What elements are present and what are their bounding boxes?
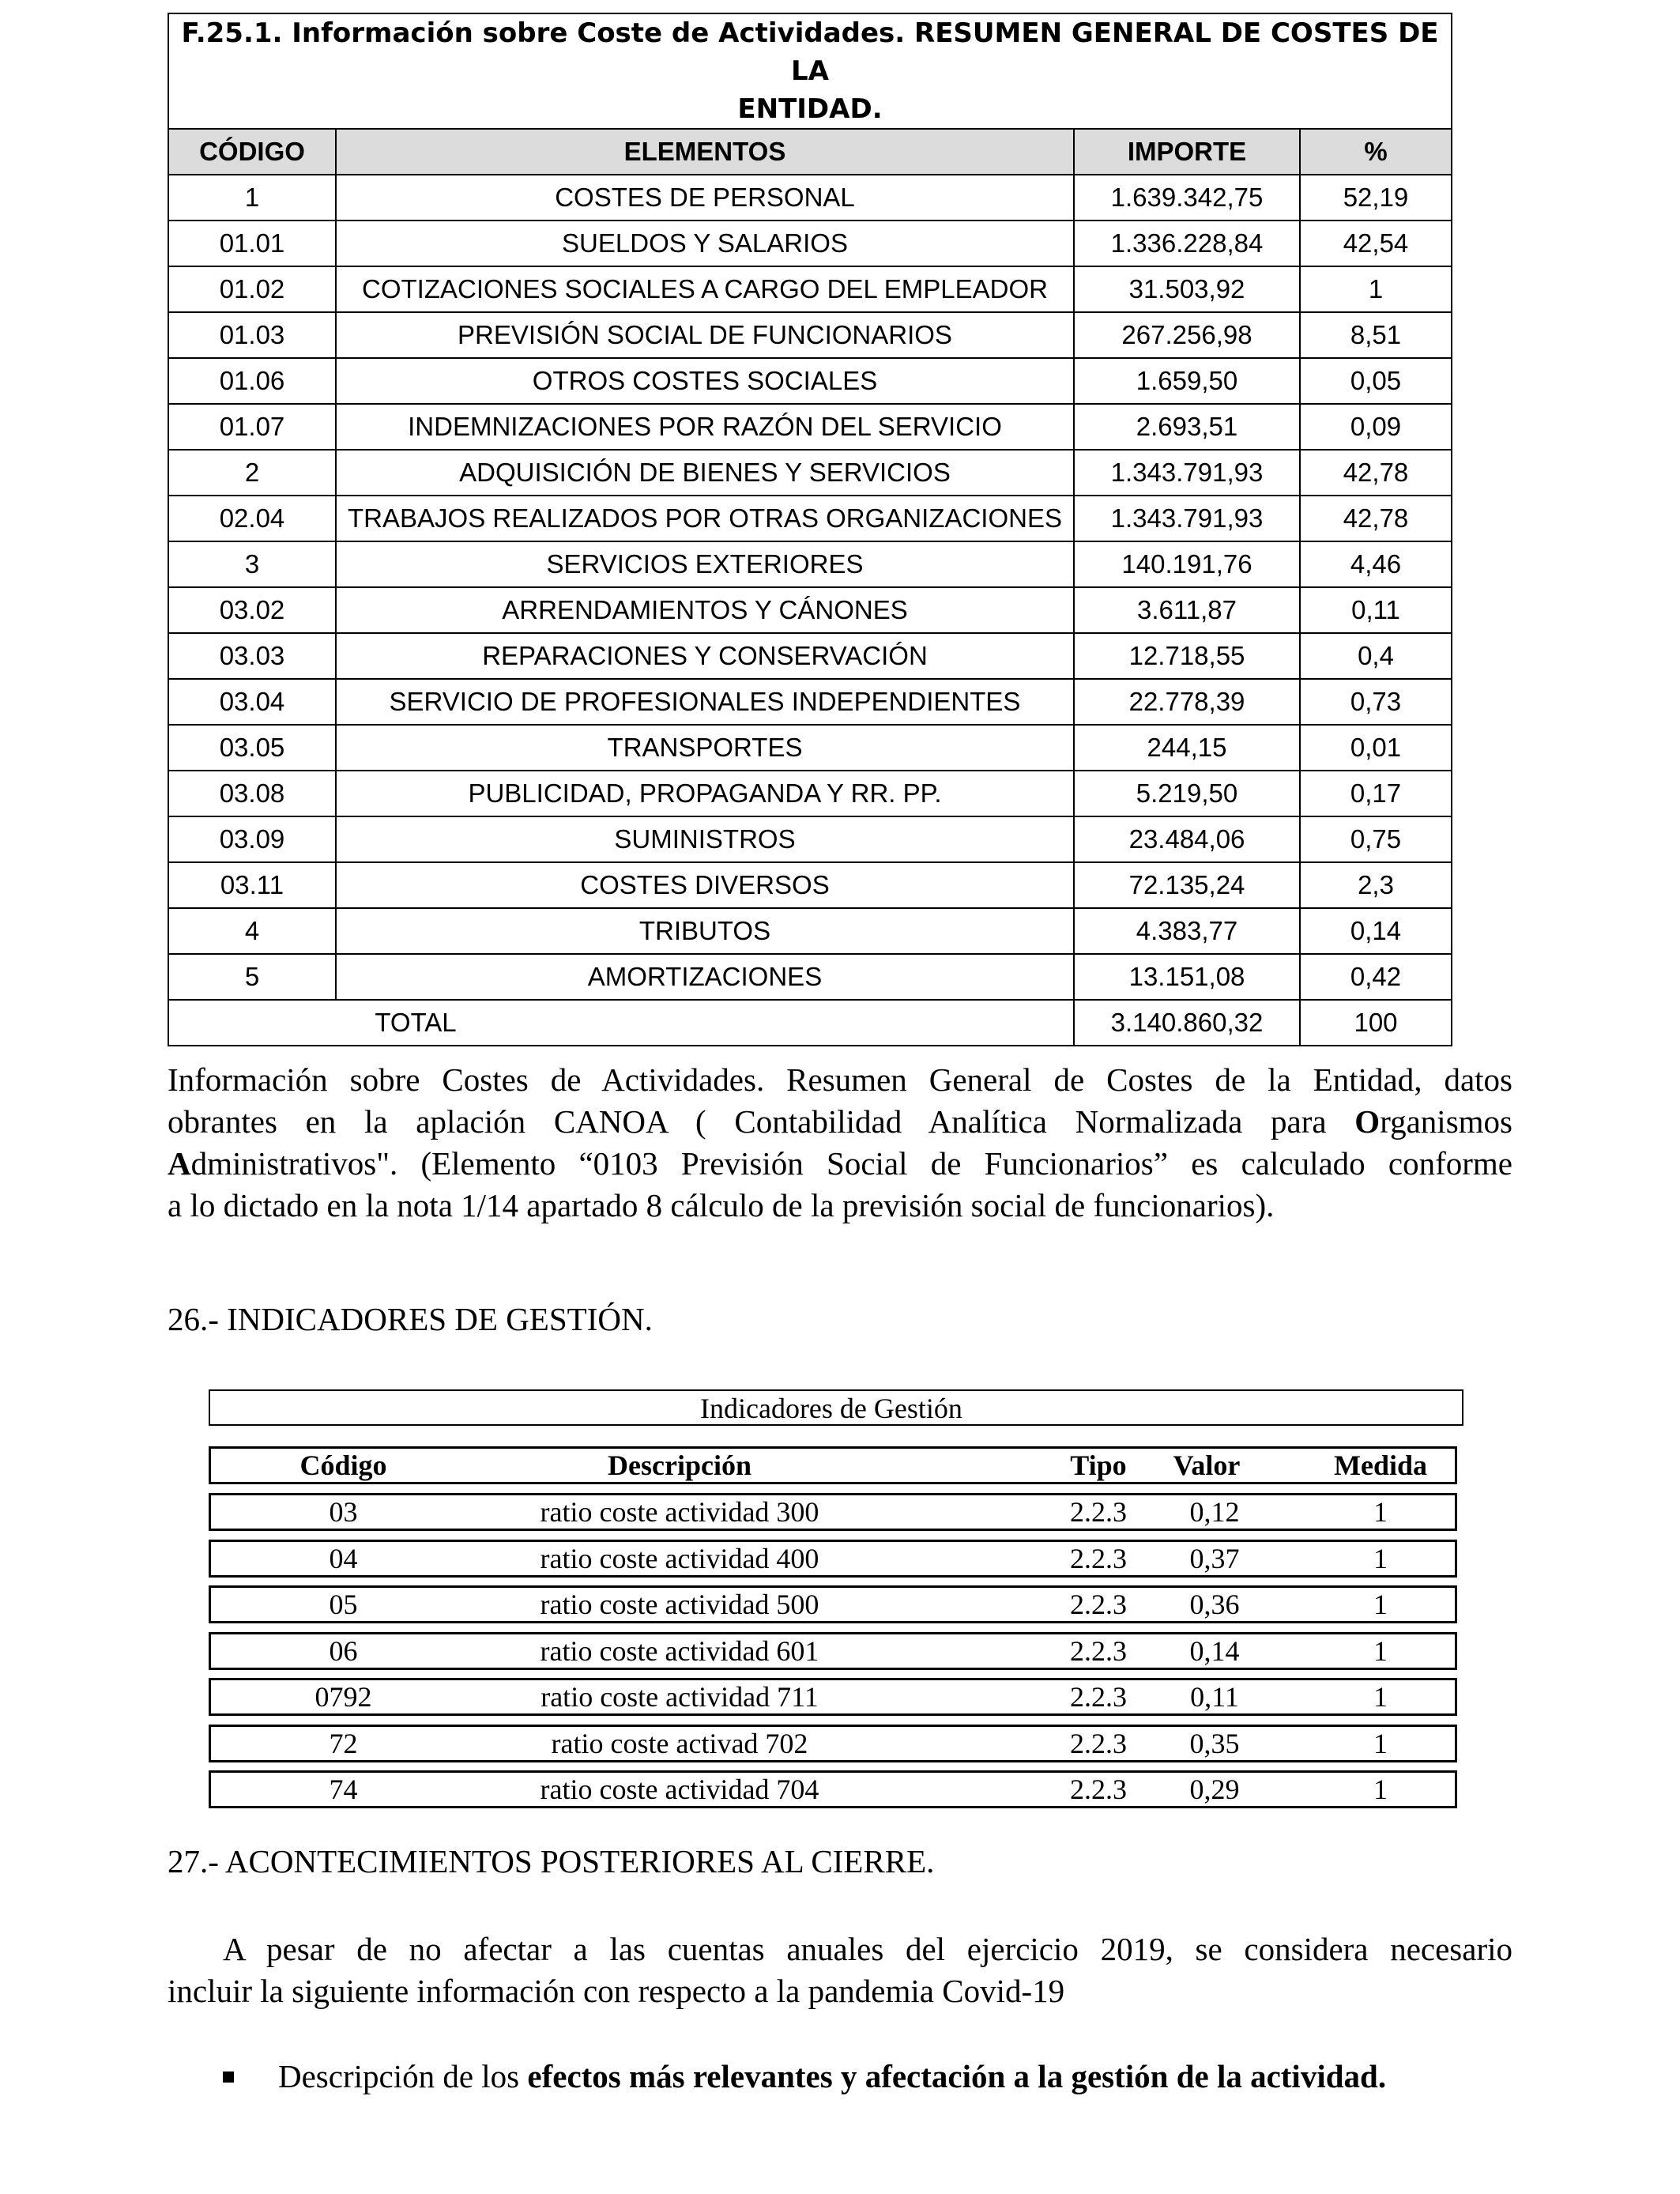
cell-elemento: AMORTIZACIONES	[336, 954, 1074, 1000]
note-text: dministrativos". (Elemento “0103 Previsión Social de Funcionarios” es calculado conforme	[190, 1145, 1512, 1182]
table-row	[168, 679, 1452, 725]
table-title	[168, 13, 1452, 129]
table-row	[168, 725, 1452, 771]
header-valor: Valor	[1173, 1449, 1241, 1481]
cell-codigo: 03.03	[168, 633, 336, 679]
cell-codigo: 1	[168, 175, 336, 221]
indicator-row	[209, 1725, 1457, 1762]
cell-codigo: 03.05	[168, 725, 336, 771]
cell-tipo: 2.2.3	[1070, 1681, 1127, 1713]
cell-codigo: 03.08	[168, 771, 336, 816]
cell-medida: 1	[1373, 1727, 1388, 1759]
cell-codigo: 06	[329, 1634, 358, 1667]
cost-summary-table	[168, 13, 1452, 1046]
cell-descripcion: ratio coste actividad 500	[540, 1589, 819, 1620]
cell-importe: 1.343.791,93	[1074, 450, 1300, 496]
cell-elemento: SERVICIO DE PROFESIONALES INDEPENDIENTES	[336, 679, 1074, 725]
cell-valor: 0,35	[1189, 1727, 1240, 1759]
cell-importe: 4.383,77	[1074, 908, 1300, 954]
table-title-line-2: ENTIDAD.	[737, 93, 883, 125]
cell-percent: 0,75	[1300, 816, 1452, 862]
table-header-row	[168, 129, 1452, 175]
cell-elemento: TRABAJOS REALIZADOS POR OTRAS ORGANIZACIONES	[336, 496, 1074, 541]
cell-medida: 1	[1373, 1681, 1388, 1713]
header-codigo: CÓDIGO	[168, 129, 336, 175]
cell-importe: 23.484,06	[1074, 816, 1300, 862]
cell-descripcion: ratio coste activad 702	[551, 1727, 808, 1759]
cell-codigo: 01.01	[168, 221, 336, 266]
cell-valor: 0,36	[1189, 1589, 1240, 1620]
cell-codigo: 74	[329, 1774, 358, 1805]
cell-percent: 0,17	[1300, 771, 1452, 816]
note-line-4: a lo dictado en la nota 1/14 apartado 8 cálculo de la previsión social de funcionarios).	[168, 1187, 1275, 1223]
note-line-1: Información sobre Costes de Actividades. Resumen General de Costes de la Entidad, datos	[168, 1061, 1512, 1098]
cell-descripcion: ratio coste actividad 704	[540, 1774, 819, 1805]
total-label: TOTAL	[168, 1000, 1074, 1046]
bullet-bold-text: efectos más relevantes y afectación a la gestión de la actividad.	[527, 2058, 1387, 2094]
cell-codigo: 0792	[315, 1681, 372, 1713]
cell-importe: 1.336.228,84	[1074, 221, 1300, 266]
cell-elemento: ARRENDAMIENTOS Y CÁNONES	[336, 587, 1074, 633]
cell-percent: 42,54	[1300, 221, 1452, 266]
cell-codigo: 3	[168, 541, 336, 587]
cell-medida: 1	[1373, 1589, 1388, 1620]
cell-codigo: 03.02	[168, 587, 336, 633]
cell-codigo: 72	[329, 1727, 358, 1759]
cell-codigo: 5	[168, 954, 336, 1000]
cell-codigo: 4	[168, 908, 336, 954]
cell-importe: 12.718,55	[1074, 633, 1300, 679]
cell-percent: 0,09	[1300, 404, 1452, 450]
note-text: obrantes en la aplación CANOA ( Contabilidad Analítica Normalizada para	[168, 1103, 1355, 1140]
header-medida: Medida	[1333, 1449, 1427, 1481]
cell-tipo: 2.2.3	[1070, 1589, 1127, 1620]
cell-percent: 42,78	[1300, 450, 1452, 496]
header-percent: %	[1300, 129, 1452, 175]
cell-importe: 5.219,50	[1074, 771, 1300, 816]
cell-elemento: SUELDOS Y SALARIOS	[336, 221, 1074, 266]
table-row	[168, 587, 1452, 633]
section-27-paragraph	[168, 1928, 1512, 2012]
note-bold-letter: A	[168, 1145, 191, 1182]
cell-codigo: 03.04	[168, 679, 336, 725]
indicator-row	[209, 1540, 1457, 1578]
indicators-table-title: Indicadores de Gestión	[209, 1389, 1463, 1426]
cell-elemento: REPARACIONES Y CONSERVACIÓN	[336, 633, 1074, 679]
table-row	[168, 816, 1452, 862]
cell-elemento: COTIZACIONES SOCIALES A CARGO DEL EMPLEADOR	[336, 266, 1074, 312]
cell-importe: 2.693,51	[1074, 404, 1300, 450]
cell-codigo: 03.09	[168, 816, 336, 862]
cell-importe: 140.191,76	[1074, 541, 1300, 587]
cell-importe: 1.639.342,75	[1074, 175, 1300, 221]
cell-codigo: 01.07	[168, 404, 336, 450]
section-27-heading: 27.- ACONTECIMIENTOS POSTERIORES AL CIERRE.	[168, 1843, 935, 1879]
cell-elemento: PUBLICIDAD, PROPAGANDA Y RR. PP.	[336, 771, 1074, 816]
cell-percent: 8,51	[1300, 312, 1452, 358]
paragraph-line-2: incluir la siguiente información con respecto a la pandemia Covid-19	[168, 1973, 1065, 2009]
table-row	[168, 954, 1452, 1000]
cell-percent: 0,42	[1300, 954, 1452, 1000]
cell-tipo: 2.2.3	[1070, 1496, 1127, 1528]
cell-elemento: SUMINISTROS	[336, 816, 1074, 862]
cell-importe: 1.659,50	[1074, 358, 1300, 404]
note-line-2	[168, 1101, 1512, 1143]
note-text: rganismos	[1380, 1103, 1512, 1140]
cell-percent: 4,46	[1300, 541, 1452, 587]
cell-importe: 1.343.791,93	[1074, 496, 1300, 541]
cell-elemento: OTROS COSTES SOCIALES	[336, 358, 1074, 404]
table-row	[168, 175, 1452, 221]
cell-tipo: 2.2.3	[1070, 1634, 1127, 1667]
note-bold-letter: O	[1354, 1103, 1381, 1140]
table-row	[168, 908, 1452, 954]
cell-percent: 0,4	[1300, 633, 1452, 679]
square-bullet-icon	[223, 2071, 234, 2083]
cell-valor: 0,37	[1189, 1542, 1240, 1574]
cell-codigo: 01.02	[168, 266, 336, 312]
cell-valor: 0,29	[1189, 1774, 1240, 1805]
cell-percent: 0,14	[1300, 908, 1452, 954]
cell-elemento: ADQUISICIÓN DE BIENES Y SERVICIOS	[336, 450, 1074, 496]
table-row	[168, 862, 1452, 908]
cell-medida: 1	[1373, 1542, 1388, 1574]
note-line-3	[168, 1143, 1512, 1185]
cell-codigo: 2	[168, 450, 336, 496]
table-row	[168, 312, 1452, 358]
cell-importe: 13.151,08	[1074, 954, 1300, 1000]
cell-descripcion: ratio coste actividad 601	[540, 1634, 819, 1667]
table-row	[168, 450, 1452, 496]
cell-codigo: 04	[329, 1542, 358, 1574]
cell-codigo: 03	[329, 1496, 358, 1528]
table-row	[168, 541, 1452, 587]
table-row	[168, 496, 1452, 541]
cell-importe: 244,15	[1074, 725, 1300, 771]
total-importe: 3.140.860,32	[1074, 1000, 1300, 1046]
cell-valor: 0,14	[1189, 1634, 1240, 1667]
cell-elemento: TRANSPORTES	[336, 725, 1074, 771]
total-percent: 100	[1300, 1000, 1452, 1046]
bullet-text: Descripción de los	[278, 2058, 528, 2094]
table-title-line-1: F.25.1. Información sobre Coste de Actividades. RESUMEN GENERAL DE COSTES DE LA	[181, 17, 1439, 87]
table-row	[168, 358, 1452, 404]
cell-elemento: PREVISIÓN SOCIAL DE FUNCIONARIOS	[336, 312, 1074, 358]
header-importe: IMPORTE	[1074, 129, 1300, 175]
cell-tipo: 2.2.3	[1070, 1774, 1127, 1805]
cell-descripcion: ratio coste actividad 300	[540, 1496, 819, 1528]
cell-percent: 0,73	[1300, 679, 1452, 725]
cell-codigo: 05	[329, 1589, 358, 1620]
header-tipo: Tipo	[1070, 1449, 1127, 1481]
cell-elemento: COSTES DE PERSONAL	[336, 175, 1074, 221]
cell-valor: 0,12	[1189, 1496, 1240, 1528]
cell-elemento: TRIBUTOS	[336, 908, 1074, 954]
cell-codigo: 01.03	[168, 312, 336, 358]
cell-percent: 52,19	[1300, 175, 1452, 221]
bullet-item	[168, 2056, 1527, 2098]
table-row	[168, 266, 1452, 312]
cell-importe: 22.778,39	[1074, 679, 1300, 725]
header-codigo: Código	[299, 1449, 387, 1481]
table-row	[168, 633, 1452, 679]
table-row	[168, 771, 1452, 816]
indicator-row	[209, 1585, 1457, 1623]
indicator-row	[209, 1770, 1457, 1808]
cell-codigo: 02.04	[168, 496, 336, 541]
cell-elemento: INDEMNIZACIONES POR RAZÓN DEL SERVICIO	[336, 404, 1074, 450]
cell-codigo: 01.06	[168, 358, 336, 404]
cell-valor: 0,11	[1190, 1681, 1239, 1713]
cell-importe: 267.256,98	[1074, 312, 1300, 358]
cost-note-paragraph	[168, 1059, 1512, 1227]
cell-elemento: SERVICIOS EXTERIORES	[336, 541, 1074, 587]
table-row	[168, 221, 1452, 266]
table-row	[168, 404, 1452, 450]
cell-percent: 42,78	[1300, 496, 1452, 541]
cell-elemento: COSTES DIVERSOS	[336, 862, 1074, 908]
cell-importe: 31.503,92	[1074, 266, 1300, 312]
cell-descripcion: ratio coste actividad 711	[541, 1681, 819, 1713]
cell-codigo: 03.11	[168, 862, 336, 908]
paragraph-line-1: A pesar de no afectar a las cuentas anuales del ejercicio 2019, se considera necesario	[223, 1931, 1512, 1967]
indicators-header-row	[209, 1446, 1457, 1484]
cell-percent: 0,01	[1300, 725, 1452, 771]
indicator-row	[209, 1632, 1457, 1670]
cell-importe: 72.135,24	[1074, 862, 1300, 908]
cell-percent: 0,05	[1300, 358, 1452, 404]
cell-tipo: 2.2.3	[1070, 1542, 1127, 1574]
total-row	[168, 1000, 1452, 1046]
cell-percent: 1	[1300, 266, 1452, 312]
cell-descripcion: ratio coste actividad 400	[540, 1542, 819, 1574]
cell-tipo: 2.2.3	[1070, 1727, 1127, 1759]
cell-percent: 0,11	[1300, 587, 1452, 633]
cell-medida: 1	[1373, 1774, 1388, 1805]
indicator-row	[209, 1493, 1457, 1531]
cell-medida: 1	[1373, 1634, 1388, 1667]
cell-percent: 2,3	[1300, 862, 1452, 908]
cell-importe: 3.611,87	[1074, 587, 1300, 633]
header-elementos: ELEMENTOS	[336, 129, 1074, 175]
header-descripcion: Descripción	[608, 1449, 751, 1481]
section-26-heading: 26.- INDICADORES DE GESTIÓN.	[168, 1301, 653, 1337]
cell-medida: 1	[1373, 1496, 1388, 1528]
indicator-row	[209, 1678, 1457, 1716]
